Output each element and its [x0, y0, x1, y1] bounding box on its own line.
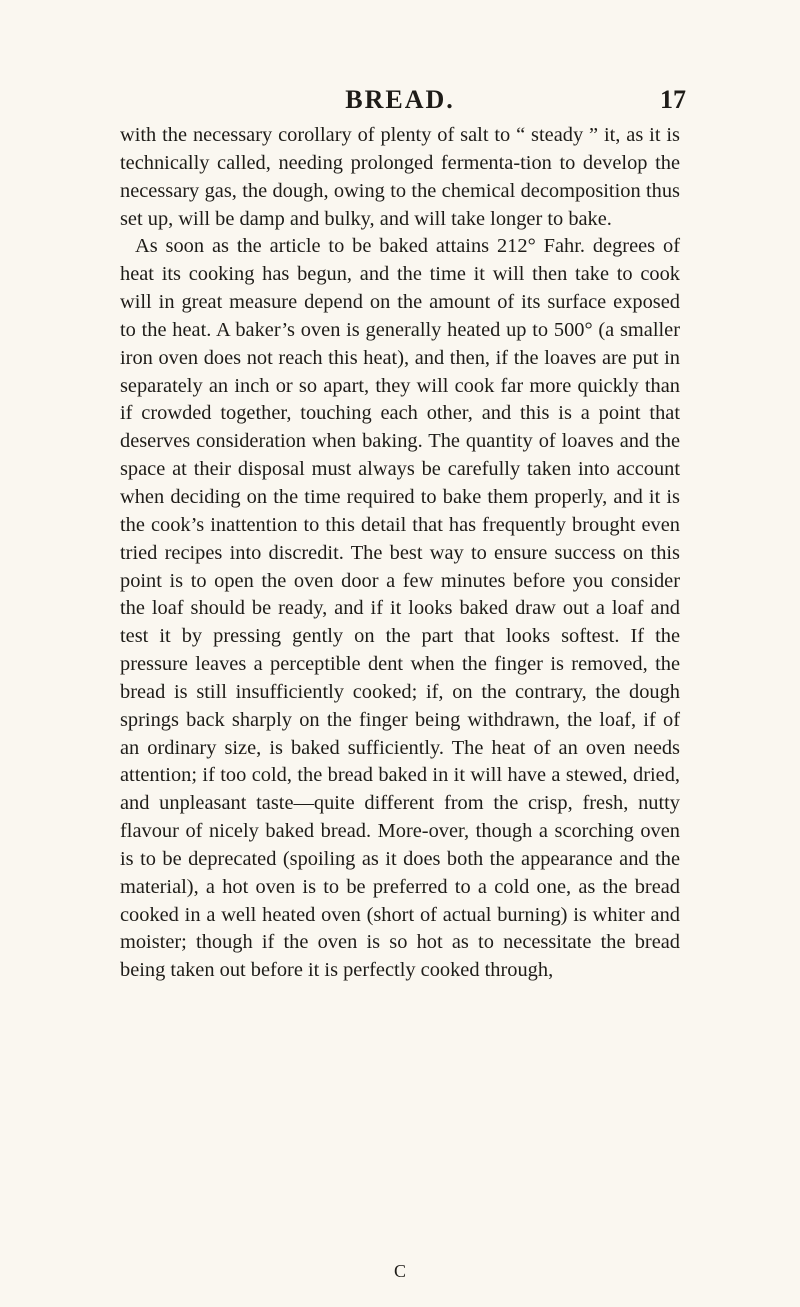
- paragraph: with the necessary corollary of plenty of salt to “ steady ” it, as it is technically called, needing prolonged fermenta-tion to develop the necessary gas, the dough, owing to the chemical decomposition thus set up, will be damp and bulky, and will take longer to bake.: [120, 124, 680, 230]
- running-title: BREAD.: [345, 85, 455, 114]
- signature-mark: C: [393, 1261, 406, 1281]
- page-number: 17: [660, 85, 686, 114]
- paragraph: As soon as the article to be baked attains 212° Fahr. degrees of heat its cooking has begun, and the time it will then take to cook will in great measure depend on the amount of its surface exposed to the heat. A baker’s oven is generally heated up to 500° (a smaller iron oven does not reach this heat), and then, if the loaves are put in separately an inch or so apart, they will cook far more quickly than if crowded together, touching each other, and this is a point that deserves consideration when baking. The quantity of loaves and the space at their disposal must always be carefully taken into account when deciding on the time required to bake them properly, and it is the cook’s inattention to this detail that has frequently brought even tried recipes into discredit. The best way to ensure success on this point is to open the oven door a few minutes before you consider the loaf should be ready, and if it looks baked draw out a loaf and test it by pressing gently on the part that looks softest. If the pressure leaves a perceptible dent when the finger is removed, the bread is still insufficiently cooked; if, on the contrary, the dough springs back sharply on the finger being withdrawn, the loaf, if of an ordinary size, is baked sufficiently. The heat of an oven needs attention; if too cold, the bread baked in it will have a stewed, dried, and unpleasant taste—quite different from the crisp, fresh, nutty flavour of nicely baked bread. More-over, though a scorching oven is to be deprecated (spoiling as it does both the appearance and the material), a hot oven is to be preferred to a cold one, as the bread cooked in a well heated oven (short of actual burning) is whiter and moister; though if the oven is so hot as to necessitate the bread being taken out before it is perfectly cooked through,: [120, 235, 680, 982]
- page-header: [120, 80, 686, 120]
- body-text: [120, 122, 680, 985]
